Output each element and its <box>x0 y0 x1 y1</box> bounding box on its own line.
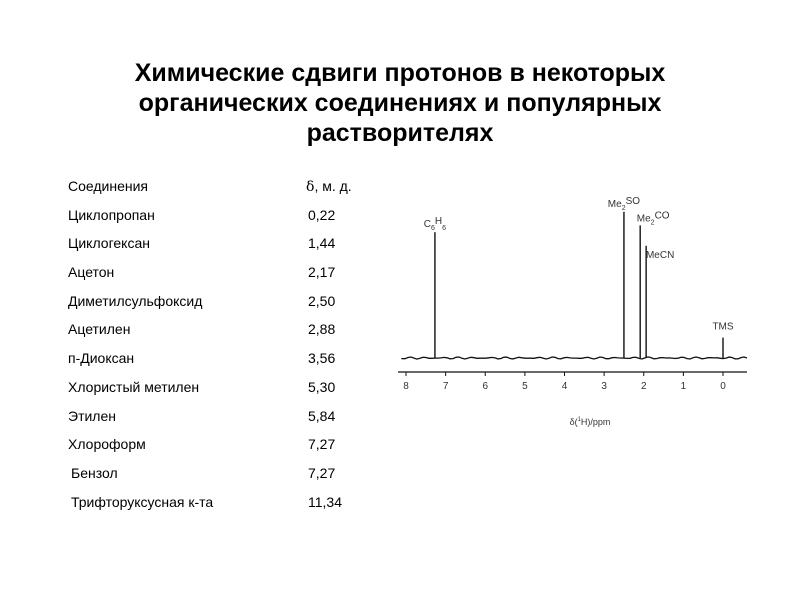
compound-name: Ацетон <box>68 264 115 281</box>
shift-value: 0,22 <box>308 206 336 223</box>
shift-value: 2,88 <box>308 321 336 338</box>
page-title <box>80 58 720 148</box>
shift-value: 7,27 <box>308 436 336 453</box>
nmr-spectrum-chart <box>390 180 760 440</box>
x-tick-label: 5 <box>522 381 528 392</box>
x-tick-label: 3 <box>601 381 607 392</box>
compound-name: п-Диоксан <box>68 350 135 367</box>
column-header-compound: Соединения <box>68 178 149 194</box>
title-line-2: органических соединениях и популярных <box>138 89 662 117</box>
x-tick-label: 8 <box>403 381 409 392</box>
shift-value: 11,34 <box>308 493 342 510</box>
x-tick-label: 7 <box>442 381 449 392</box>
shift-value: 1,44 <box>308 235 336 252</box>
compound-name: Циклогексан <box>68 235 150 252</box>
x-tick-label: 1 <box>680 381 687 392</box>
peak-label: TMS <box>712 321 734 333</box>
title-line-3: растворителях <box>306 119 494 147</box>
column-header-shift <box>306 178 352 195</box>
x-tick-label: 6 <box>482 381 489 392</box>
compound-name: Циклопропан <box>68 206 155 223</box>
shift-unit: , м. д. <box>314 178 352 194</box>
shift-value: 5,84 <box>308 407 336 424</box>
compound-name: Ацетилен <box>68 321 131 338</box>
shift-value: 5,30 <box>308 378 336 395</box>
shift-value: 3,56 <box>308 350 336 367</box>
peak-label: $Me_2SO$ <box>607 195 641 212</box>
spectrum-baseline <box>402 357 747 359</box>
compound-name: Трифторуксусная к-та <box>71 493 214 510</box>
title-line-1: Химические сдвиги протонов в некоторых <box>134 59 666 87</box>
compound-name: Этилен <box>68 407 116 424</box>
x-tick-label: 4 <box>561 381 568 392</box>
compound-name: Бензол <box>71 464 118 481</box>
peak-label: $C_6H_6$ <box>423 216 447 233</box>
x-axis-label: δ($^1$H)/ppm <box>569 417 611 427</box>
compound-name: Хлороформ <box>68 436 146 453</box>
shift-value: 7,27 <box>308 464 336 481</box>
x-tick-label: 2 <box>640 381 647 392</box>
compound-name: Хлористый метилен <box>68 378 200 395</box>
delta-symbol: δ <box>306 179 315 195</box>
shift-value: 2,50 <box>308 292 336 309</box>
compound-name: Диметилсульфоксид <box>68 292 203 309</box>
peak-label: $Me_2CO$ <box>636 210 670 227</box>
x-tick-label: 0 <box>720 381 726 392</box>
shift-value: 2,17 <box>308 264 336 281</box>
peak-label: MeCN <box>645 249 675 261</box>
